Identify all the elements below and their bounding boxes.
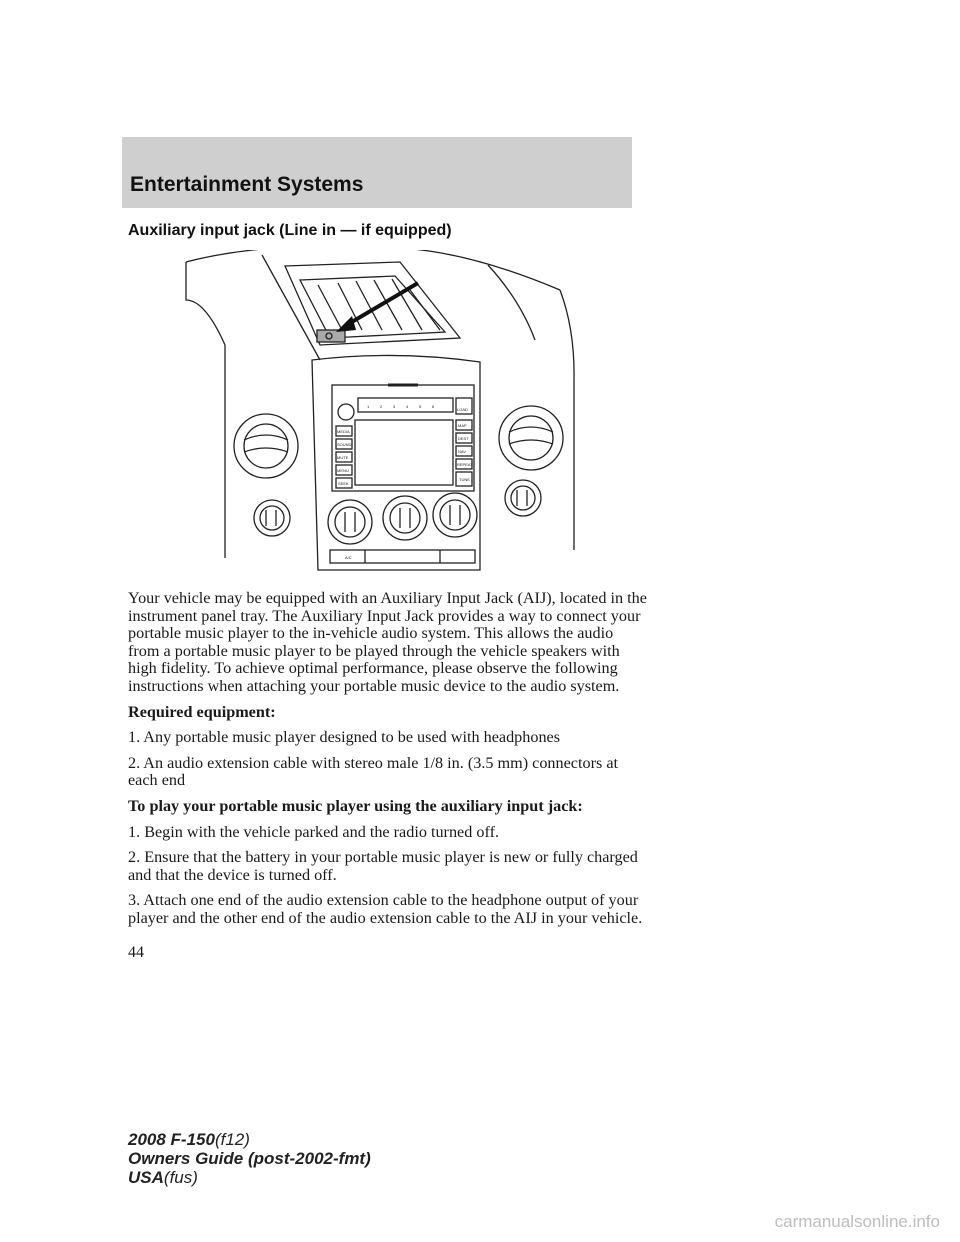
required-heading: Required equipment: [128, 702, 276, 721]
preset-1-label: 1 [367, 404, 370, 409]
step-2: 2. Ensure that the battery in your portable music player is new or fully charged and that the device is turned off. [128, 848, 638, 884]
preset-3-label: 3 [393, 404, 396, 409]
footer-model: 2008 F-150 [128, 1130, 215, 1149]
menu-label: MENU [337, 468, 349, 473]
ac-label: A/C [345, 555, 352, 560]
media-label: MEDIA [337, 429, 350, 434]
repeat-label: REPEAT [457, 462, 473, 467]
preset-2-label: 2 [380, 404, 383, 409]
required-item-2: 2. An audio extension cable with stereo male 1/8 in. (3.5 mm) connectors at each end [128, 753, 618, 790]
header-band [122, 137, 632, 208]
seek-label: SEEK [338, 481, 349, 486]
watermark: carmanualsonline.info [774, 1212, 940, 1231]
nav-label: NAV [458, 449, 466, 454]
body-text [128, 590, 648, 936]
tune-label: TUNE [459, 477, 470, 482]
preset-5-label: 5 [419, 404, 422, 409]
dest-label: DEST [458, 436, 469, 441]
required-item-1: 1. Any portable music player designed to be used with headphones [128, 728, 561, 747]
steps-heading: To play your portable music player using the auxiliary input jack: [128, 796, 583, 815]
page-title: Entertainment Systems [130, 173, 364, 196]
preset-4-label: 4 [406, 404, 409, 409]
footer-market: USA [128, 1168, 164, 1187]
preset-6-label: 6 [432, 404, 435, 409]
footer [128, 1130, 371, 1187]
sound-label: SOUND [337, 442, 352, 447]
map-label: MAP [458, 423, 467, 428]
step-1: 1. Begin with the vehicle parked and the radio turned off. [128, 822, 500, 841]
load-label: LOAD [457, 407, 468, 412]
footer-market-code: (fus) [163, 1168, 198, 1187]
footer-model-code: (f12) [214, 1130, 250, 1149]
mute-label: MUTE [337, 455, 349, 460]
section-heading: Auxiliary input jack (Line in — if equipped) [128, 222, 452, 239]
instrument-panel-illustration [180, 250, 580, 580]
step-3: 3. Attach one end of the audio extension cable to the headphone output of your player and the other end of the audio extension cable to the AIJ in your vehicle. [128, 891, 643, 927]
footer-guide: Owners Guide (post-2002-fmt) [128, 1149, 371, 1168]
intro-paragraph: Your vehicle may be equipped with an Auxiliary Input Jack (AIJ), located in the instrument panel tray. The Auxiliary Input Jack provides a way to connect your portable music player to the in-vehicle audio system. This allows the audio from a portable music player to be played through the vehicle speakers with high fidelity. To achieve optimal performance, please observe the following instructions when attaching your portable music device to the audio system. [128, 589, 647, 695]
page-number: 44 [128, 944, 144, 961]
